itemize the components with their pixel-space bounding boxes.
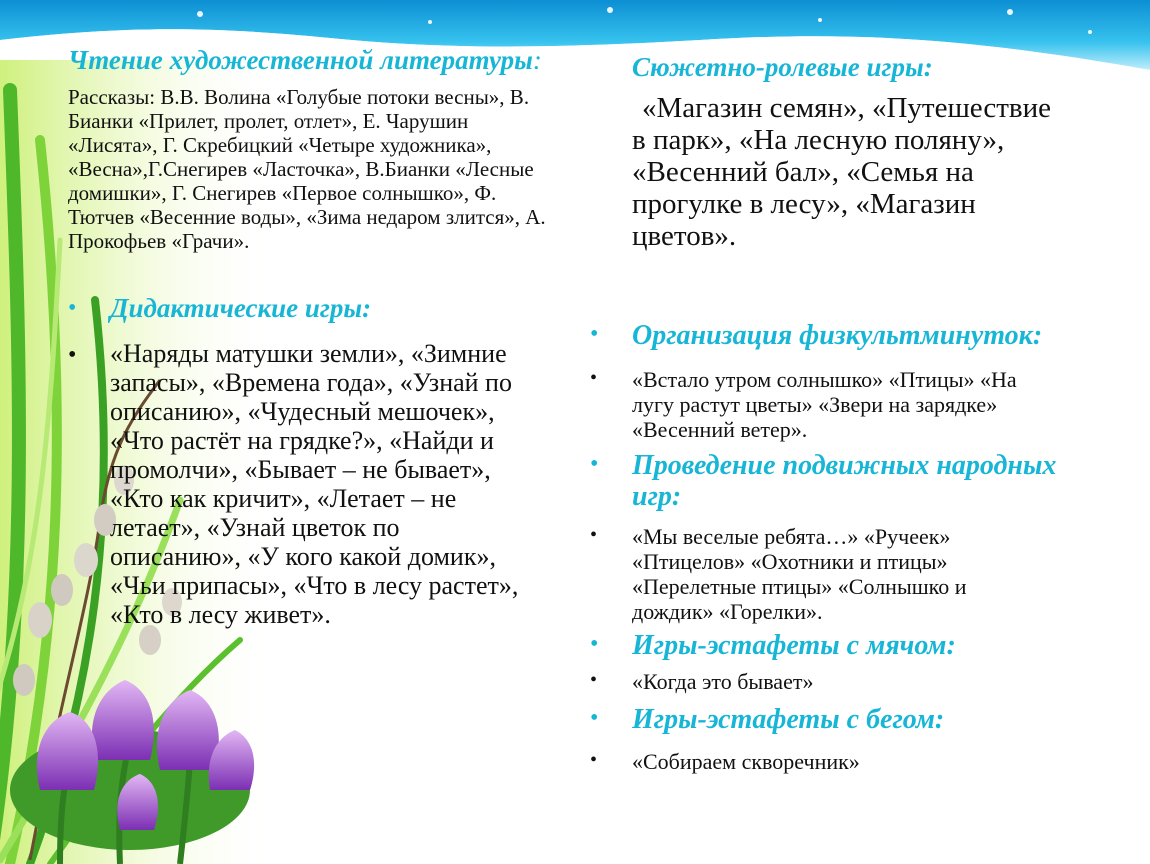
- section-title: Игры-эстафеты с бегом:: [632, 704, 945, 735]
- section-text: «Мы веселые ребята…» «Ручеек» «Птицелов» «Охотники и птицы» «Перелетные птицы» «Солнышко и дождик» «Горелки».: [632, 524, 967, 624]
- right-column: [590, 52, 1060, 774]
- bullet-icon: •: [590, 749, 598, 771]
- bullet-icon: •: [590, 321, 599, 347]
- bullet-icon: •: [590, 451, 599, 477]
- didactic-list-row: [68, 339, 558, 629]
- section-heading-row: [590, 450, 1060, 512]
- section-text-row: [590, 367, 1060, 442]
- section-title: Игры-эстафеты с мячом:: [632, 630, 956, 661]
- section-heading-row: [590, 704, 1060, 735]
- didactic-title: Дидактические игры:: [110, 293, 372, 323]
- didactic-heading-row: [68, 293, 558, 323]
- reading-title: Чтение художественной литературы:: [68, 45, 542, 75]
- bullet-icon: •: [590, 705, 599, 731]
- reading-text: [68, 85, 558, 253]
- bullet-icon: •: [68, 342, 77, 368]
- section-text-row: [590, 749, 1060, 774]
- reading-intro: Рассказы:: [68, 85, 156, 109]
- section-text: «Встало утром солнышко» «Птицы» «На лугу растут цветы» «Звери на зарядке» «Весенний ветер».: [632, 367, 1017, 442]
- section-heading-row: [590, 320, 1060, 351]
- roleplay-text: «Магазин семян», «Путешествие в парк», «На лесную поляну», «Весенний бал», «Семья на прогулке в лесу», «Магазин цветов».: [632, 92, 1052, 252]
- didactic-text: «Наряды матушки земли», «Зимние запасы», «Времена года», «Узнай по описанию», «Чудесный мешочек», «Что растёт на грядке?», «Найди и промолчи», «Бывает – не бывает», «Кто как кричит», «Летает – не летает», «Узнай цветок по описанию», «У кого какой домик», «Чьи припасы», «Что в лесу растет», «Кто в лесу живет».: [110, 339, 519, 629]
- section-title: Организация физкультминуток:: [632, 320, 1043, 351]
- reading-list: В.В. Волина «Голубые потоки весны», В. Бианки «Прилет, пролет, отлет», Е. Чарушин «Лисята», Г. Скребицкий «Четыре художника», «Весна»,Г.Снегирев «Ласточка», В.Бианки «Лесные домишки», Г. Снегирев «Первое солнышко», Ф. Тютчев «Весенние воды», «Зима недаром злится», А. Прокофьев «Грачи».: [68, 85, 546, 253]
- bullet-icon: •: [590, 367, 598, 389]
- section-text: «Собираем скворечник»: [632, 749, 860, 774]
- left-column: [68, 46, 558, 629]
- section-text-row: [590, 524, 1060, 624]
- bullet-icon: •: [590, 524, 598, 546]
- bullet-icon: •: [590, 631, 599, 657]
- bullet-icon: •: [68, 295, 77, 321]
- section-title: Проведение подвижных народных игр:: [632, 450, 1057, 512]
- reading-title-colon: :: [532, 45, 542, 75]
- section-text: «Когда это бывает»: [632, 669, 814, 694]
- section-text-row: [590, 669, 1060, 694]
- section-heading-row: [590, 630, 1060, 661]
- bullet-icon: •: [590, 669, 598, 691]
- roleplay-title: Сюжетно-ролевые игры:: [632, 52, 933, 82]
